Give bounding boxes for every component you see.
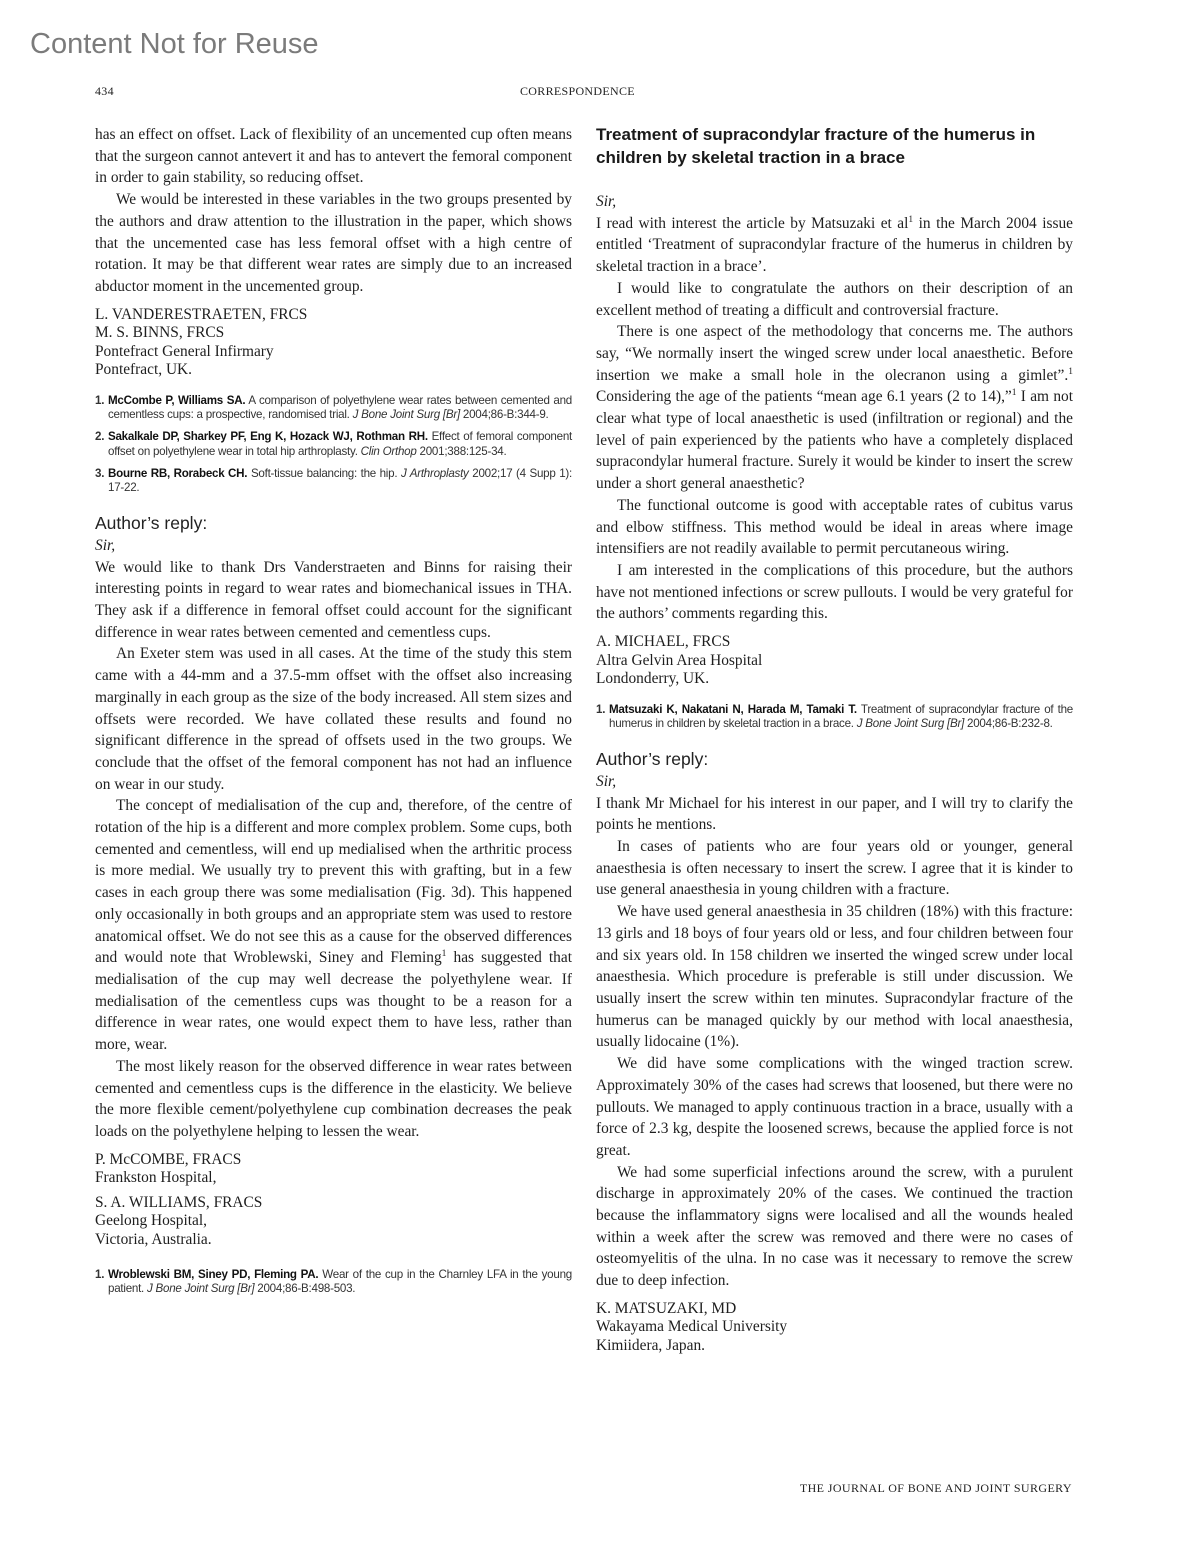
letter-text: Considering the age of the patients “mean age 6.1 years (2 to 14),”: [596, 388, 1012, 406]
reference-journal: Clin Orthop: [360, 444, 417, 458]
citation-superscript: 1: [1011, 388, 1017, 399]
signature-line: Pontefract, UK.: [95, 361, 193, 379]
letter-text: I read with interest the article by Matsuzaki et al: [596, 214, 909, 232]
reference-citation: 2002;17 (4 Supp 1): 17-22.: [108, 466, 572, 495]
signature-line: L. VANDERESTRAETEN, FRCS: [95, 305, 308, 323]
watermark: Content Not for Reuse: [30, 28, 319, 60]
right-column: [596, 124, 1073, 1356]
citation-superscript: 1: [908, 214, 914, 225]
reply-paragraph-4: The most likely reason for the observed difference in wear rates between cemented and cementless cups is the difference in the elasticity. We believe the more flexible cement/polyethylene cup combination decreases the peak loads on the polyethylene helping to lessen the wear.: [95, 1057, 572, 1140]
reference-list-1: [95, 394, 572, 495]
reply-paragraph-1: I thank Mr Michael for his interest in our paper, and I will try to clarify the points he mentions.: [596, 794, 1073, 834]
signature-line: Frankston Hospital,: [95, 1169, 217, 1187]
page-number: 434: [95, 84, 114, 98]
citation-superscript: 1: [1068, 366, 1073, 377]
reference-citation: 2001;388:125-34.: [419, 444, 507, 458]
reply-signature-2: [95, 1194, 572, 1250]
reference-item: [596, 703, 1073, 731]
citation-superscript: 1: [441, 949, 447, 960]
reference-authors: Bourne RB, Rorabeck CH.: [108, 466, 248, 480]
reply-signature-3: [596, 1300, 1073, 1356]
salutation: Sir,: [596, 772, 617, 790]
signature-line: P. McCOMBE, FRACS: [95, 1150, 242, 1168]
author-reply-heading: Author’s reply:: [596, 749, 709, 770]
author-reply-heading: Author’s reply:: [95, 513, 208, 534]
reply-text: has suggested that medialisation of the cup may well decrease the polyethylene wear. If medialisation of the cementless cups was thought to be a reason for a difference in wear rates, one would expect them to have less, rather than more, wear.: [95, 949, 572, 1054]
reference-number: 2.: [95, 430, 105, 444]
reference-title: A comparison of polyethylene wear rates between cemented and cementless cups: a prospective, randomised trial.: [108, 394, 572, 422]
reference-authors: Sakalkale DP, Sharkey PF, Eng K, Hozack WJ, Rothman RH.: [108, 430, 428, 444]
reference-title: Soft-tissue balancing: the hip.: [250, 466, 398, 480]
signature-line: Kimiidera, Japan.: [596, 1337, 705, 1355]
reply-paragraph-4: We did have some complications with the winged traction screw. Approximately 30% of the cases had screws that loosened, but there were no pullouts. We managed to apply continuous traction in a brace, usually with a force of 2.3 kg, despite the loosened screws, because the applied force is not great.: [596, 1055, 1073, 1159]
reference-citation: 2004;86-B:498-503.: [257, 1281, 356, 1295]
reference-list-3: [596, 703, 1073, 731]
reference-authors: McCombe P, Williams SA.: [108, 394, 246, 407]
reference-citation: 2004;86-B:344-9.: [462, 408, 549, 422]
letter-paragraph-3: [596, 321, 1073, 495]
letter-signature-2: [596, 633, 1073, 689]
reply-paragraph-3: [95, 795, 572, 1055]
reference-journal: J Bone Joint Surg [Br]: [147, 1281, 255, 1295]
signature-line: Londonderry, UK.: [596, 670, 710, 688]
journal-footer: THE JOURNAL OF BONE AND JOINT SURGERY: [799, 1481, 1072, 1495]
reference-number: 1.: [596, 702, 606, 716]
letter-text: There is one aspect of the methodology that concerns me. The authors say, “We normally insert the winged screw under local anaesthetic. Before insertion we make a small hole in the olecranon using a gimlet”.: [596, 323, 1073, 384]
reference-citation: 2004;86-B:232-8.: [967, 717, 1053, 731]
reference-title: Effect of femoral component offset on polyethylene wear in total hip arthroplasty.: [108, 430, 572, 458]
reference-item: [95, 467, 572, 495]
letter-text: in the March 2004 issue entitled ‘Treatment of supracondylar fracture of the humerus in children by skeletal traction in a brace’.: [596, 214, 1073, 276]
reference-authors: Matsuzaki K, Nakatani N, Harada M, Tamaki T.: [609, 702, 857, 716]
letter-paragraph-5: I am interested in the complications of this procedure, but the authors have not mentioned infections or screw pullouts. I would be very grateful for the authors’ comments regarding this.: [596, 561, 1073, 623]
reply-paragraph-2: An Exeter stem was used in all cases. At the time of the study this stem came with a 44-mm and a 37.5-mm offset with the offset also increasing marginally in each group as the size of the body increased. All stem sizes and offsets were recorded. We have collated these results and found no significant difference in the spread of offsets used in the two groups. We conclude that the offset of the femoral component has not had an influence on wear in our study.: [95, 645, 572, 793]
reference-journal: J Bone Joint Surg [Br]: [856, 717, 965, 731]
reference-title: Wear of the cup in the Charnley LFA in the young patient.: [108, 1267, 572, 1295]
reply-paragraph-2: In cases of patients who are four years old or younger, general anaesthesia is often necessary to insert the screw. I agree that it is kinder to use general anaesthesia in young children with a fracture.: [596, 838, 1073, 899]
salutation: Sir,: [95, 536, 116, 554]
reply-paragraph-5: We had some superficial infections around the screw, with a purulent discharge in approximately 20% of the cases. We continued the traction because the inflammatory signs were localised and all the wounds healed within a week after the screw was removed and there were no cases of osteomyelitis of the ulna. In no case was it necessary to remove the screw due to deep infection.: [596, 1163, 1073, 1290]
letter-paragraph-2: I would like to congratulate the authors on their description of an excellent method of treating a difficult and controversial fracture.: [596, 279, 1073, 319]
reference-item: [95, 394, 572, 422]
letter-paragraph-1: [596, 213, 1073, 278]
salutation: Sir,: [596, 193, 617, 210]
reference-number: 3.: [95, 466, 105, 480]
signature-line: Geelong Hospital,: [95, 1212, 207, 1230]
letter-text: I am not clear what type of local anaesthetic is used (infiltration or regional) and the level of pain experienced by the patients who have a completely displaced supracondylar humeral fracture. Surely it would be kinder to insert the screw under a short general anaesthetic?: [596, 388, 1074, 493]
left-paragraph-2: We would be interested in these variables in the two groups presented by the authors and draw attention to the illustration in the paper, which shows that the uncemented case has less femoral offset with a high centre of rotation. It may be that different wear rates are simply due to an increased abductor moment in the uncemented group.: [95, 191, 572, 295]
reply-text: The concept of medialisation of the cup and, therefore, of the centre of rotation of the hip is a different and more complex problem. Some cups, both cemented and cementless, will end up medialised when the arthritic process is more medial. We usually try to prevent this with grafting, but in a few cases in each group there was some medialisation (Fig. 3d). This happened only occasionally in both groups and an appropriate stem was used to restore anatomical offset. We do not see this as a cause for the observed differences and would note that Wroblewski, Siney and Fleming: [95, 797, 572, 967]
reference-number: 1.: [95, 394, 105, 407]
reference-list-2: [95, 1268, 572, 1296]
signature-line: S. A. WILLIAMS, FRACS: [95, 1193, 263, 1211]
signature-line: Altra Gelvin Area Hospital: [596, 651, 763, 669]
reference-item: [95, 430, 572, 458]
letter-paragraph-4: The functional outcome is good with acceptable rates of cubitus varus and elbow stiffness. This method would be ideal in areas where image intensifiers are not readily available to permit percutaneous wiring.: [596, 496, 1073, 558]
signature-line: M. S. BINNS, FRCS: [95, 324, 225, 342]
reference-title: Treatment of supracondylar fracture of the humerus in children by skeletal traction in a brace.: [609, 702, 1073, 731]
signature-line: K. MATSUZAKI, MD: [596, 1299, 737, 1317]
left-paragraph-1: has an effect on offset. Lack of flexibility of an uncemented cup often means that the surgeon cannot antevert it and has to antevert the femoral component in order to gain stability, so reducing offset.: [95, 126, 572, 187]
reply-paragraph-1: We would like to thank Drs Vanderstraeten and Binns for raising their interesting points in regard to wear rates and biomechanical issues in THA. They ask if a difference in femoral offset could account for the significant difference in wear rates between cemented and cementless cups.: [95, 558, 572, 641]
signature-line: Victoria, Australia.: [95, 1230, 212, 1248]
reference-number: 1.: [95, 1267, 105, 1281]
letter-title: Treatment of supracondylar fracture of the humerus in children by skeletal traction in a brace: [596, 125, 1036, 167]
reply-paragraph-3: We have used general anaesthesia in 35 children (18%) with this fracture: 13 girls and 18 boys of four years old or less, and four children between four and six years old. In 158 children we inserted the winged screw under local anaesthesia. Which procedure is preferable is still under discussion. We usually insert the screw within ten minutes. Supracondylar fracture of the humerus can be managed quickly by our method with local anaesthesia, usually lidocaine (1%).: [596, 903, 1073, 1051]
left-column: [95, 124, 572, 1304]
reference-journal: J Arthroplasty: [400, 466, 469, 480]
signature-line: Pontefract General Infirmary: [95, 342, 274, 360]
reply-signature-1: [95, 1151, 572, 1188]
letter-signature-1: [95, 306, 572, 380]
reference-authors: Wroblewski BM, Siney PD, Fleming PA.: [108, 1267, 319, 1281]
signature-line: Wakayama Medical University: [596, 1318, 788, 1336]
reference-journal: J Bone Joint Surg [Br]: [352, 408, 460, 422]
section-title: CORRESPONDENCE: [520, 84, 635, 98]
signature-line: A. MICHAEL, FRCS: [596, 633, 731, 651]
reference-item: [95, 1268, 572, 1296]
